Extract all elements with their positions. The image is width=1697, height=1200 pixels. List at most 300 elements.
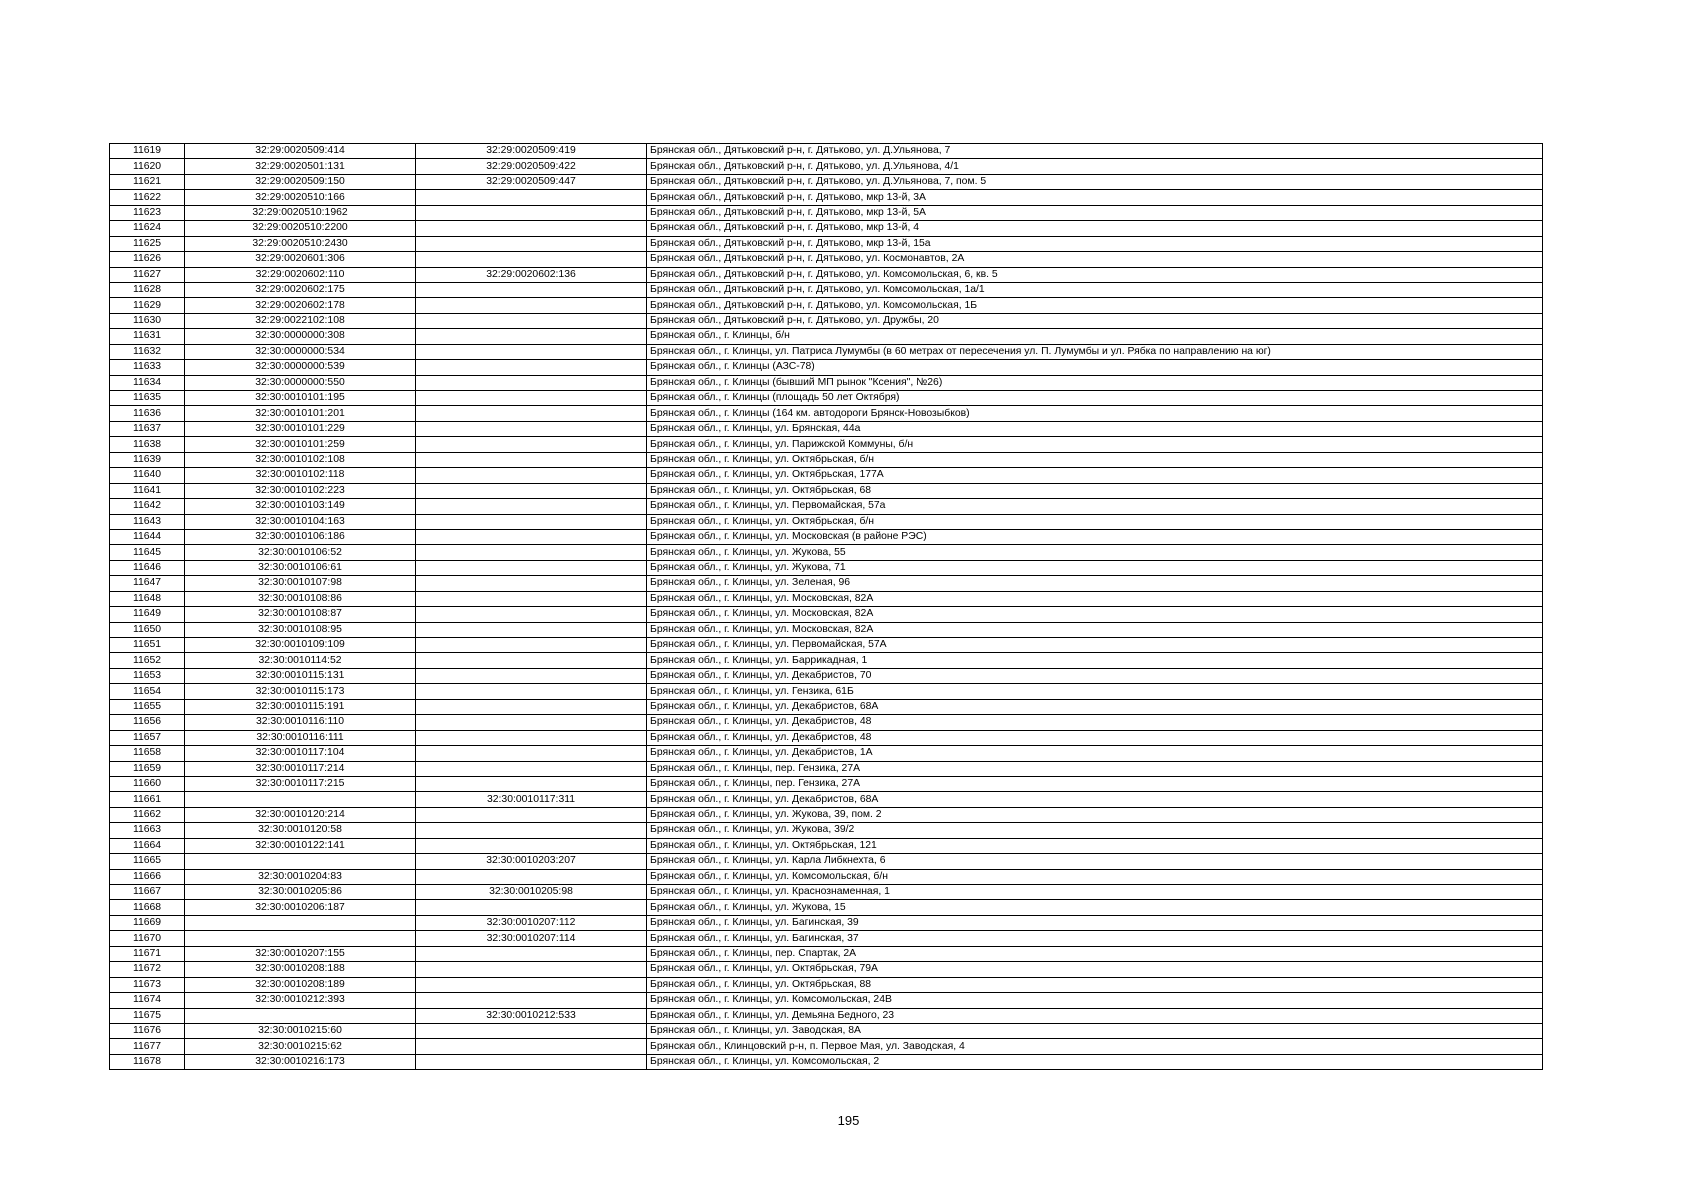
cadastral-number-cell: 32:30:0010208:189 bbox=[185, 977, 416, 992]
table-row bbox=[110, 591, 1543, 606]
cadastral-number-cell: 32:29:0020510:2200 bbox=[185, 221, 416, 236]
table-row bbox=[110, 962, 1543, 977]
table-row bbox=[110, 545, 1543, 560]
cadastral-number-cell bbox=[185, 931, 416, 946]
cadastral-number-cell: 32:30:0010116:111 bbox=[185, 730, 416, 745]
table-row bbox=[110, 699, 1543, 714]
row-number-cell: 11672 bbox=[110, 962, 185, 977]
related-cadastral-cell bbox=[416, 1039, 647, 1054]
cadastral-number-cell: 32:30:0010215:60 bbox=[185, 1023, 416, 1038]
address-cell: Брянская обл., г. Клинцы, ул. Московская, 82А bbox=[647, 622, 1543, 637]
row-number-cell: 11627 bbox=[110, 267, 185, 282]
address-cell: Брянская обл., г. Клинцы (164 км. автодороги Брянск-Новозыбков) bbox=[647, 406, 1543, 421]
cadastral-number-cell: 32:30:0010204:83 bbox=[185, 869, 416, 884]
table-row bbox=[110, 499, 1543, 514]
table-row bbox=[110, 668, 1543, 683]
related-cadastral-cell bbox=[416, 468, 647, 483]
related-cadastral-cell bbox=[416, 298, 647, 313]
related-cadastral-cell bbox=[416, 452, 647, 467]
cadastral-number-cell: 32:30:0010102:118 bbox=[185, 468, 416, 483]
page-number: 195 bbox=[837, 1113, 860, 1128]
address-cell: Брянская обл., г. Клинцы, ул. Декабристов, 68А bbox=[647, 792, 1543, 807]
related-cadastral-cell bbox=[416, 730, 647, 745]
table-row bbox=[110, 730, 1543, 745]
address-cell: Брянская обл., Дятьковский р-н, г. Дятьково, ул. Д.Ульянова, 7, пом. 5 bbox=[647, 174, 1543, 189]
address-cell: Брянская обл., г. Клинцы, ул. Заводская, 8А bbox=[647, 1023, 1543, 1038]
related-cadastral-cell bbox=[416, 437, 647, 452]
row-number-cell: 11639 bbox=[110, 452, 185, 467]
related-cadastral-cell bbox=[416, 869, 647, 884]
table-row bbox=[110, 715, 1543, 730]
related-cadastral-cell bbox=[416, 282, 647, 297]
related-cadastral-cell bbox=[416, 807, 647, 822]
address-cell: Брянская обл., г. Клинцы, ул. Патриса Лумумбы (в 60 метрах от пересечения ул. П. Лумумбы и ул. Рябка по направлению на юг) bbox=[647, 344, 1543, 359]
related-cadastral-cell bbox=[416, 607, 647, 622]
related-cadastral-cell: 32:29:0020509:419 bbox=[416, 144, 647, 159]
row-number-cell: 11626 bbox=[110, 252, 185, 267]
address-cell: Брянская обл., г. Клинцы, ул. Краснознаменная, 1 bbox=[647, 885, 1543, 900]
row-number-cell: 11678 bbox=[110, 1054, 185, 1069]
address-cell: Брянская обл., г. Клинцы, ул. Московская, 82А bbox=[647, 591, 1543, 606]
address-cell: Брянская обл., г. Клинцы, ул. Декабристов, 1А bbox=[647, 746, 1543, 761]
address-cell: Брянская обл., г. Клинцы, ул. Жукова, 71 bbox=[647, 560, 1543, 575]
address-cell: Брянская обл., Дятьковский р-н, г. Дятьково, мкр 13-й, 3А bbox=[647, 190, 1543, 205]
row-number-cell: 11629 bbox=[110, 298, 185, 313]
related-cadastral-cell bbox=[416, 560, 647, 575]
row-number-cell: 11673 bbox=[110, 977, 185, 992]
cadastral-number-cell: 32:30:0000000:308 bbox=[185, 329, 416, 344]
address-cell: Брянская обл., г. Клинцы, ул. Первомайская, 57А bbox=[647, 638, 1543, 653]
row-number-cell: 11659 bbox=[110, 761, 185, 776]
address-cell: Брянская обл., г. Клинцы, ул. Брянская, 44а bbox=[647, 421, 1543, 436]
cadastral-number-cell bbox=[185, 915, 416, 930]
related-cadastral-cell bbox=[416, 993, 647, 1008]
table-row bbox=[110, 776, 1543, 791]
cadastral-number-cell: 32:30:0010108:86 bbox=[185, 591, 416, 606]
related-cadastral-cell bbox=[416, 329, 647, 344]
address-cell: Брянская обл., г. Клинцы, ул. Баррикадная, 1 bbox=[647, 653, 1543, 668]
table-row bbox=[110, 560, 1543, 575]
related-cadastral-cell bbox=[416, 483, 647, 498]
address-cell: Брянская обл., г. Клинцы, ул. Жукова, 55 bbox=[647, 545, 1543, 560]
row-number-cell: 11677 bbox=[110, 1039, 185, 1054]
row-number-cell: 11664 bbox=[110, 838, 185, 853]
related-cadastral-cell: 32:30:0010212:533 bbox=[416, 1008, 647, 1023]
related-cadastral-cell bbox=[416, 1054, 647, 1069]
cadastral-number-cell: 32:30:0010216:173 bbox=[185, 1054, 416, 1069]
row-number-cell: 11651 bbox=[110, 638, 185, 653]
table-row bbox=[110, 514, 1543, 529]
address-cell: Брянская обл., г. Клинцы, ул. Комсомольская, б/н bbox=[647, 869, 1543, 884]
table-row bbox=[110, 174, 1543, 189]
address-cell: Брянская обл., Дятьковский р-н, г. Дятьково, ул. Космонавтов, 2А bbox=[647, 252, 1543, 267]
table-row bbox=[110, 622, 1543, 637]
address-cell: Брянская обл., Дятьковский р-н, г. Дятьково, ул. Комсомольская, 1Б bbox=[647, 298, 1543, 313]
row-number-cell: 11662 bbox=[110, 807, 185, 822]
row-number-cell: 11655 bbox=[110, 699, 185, 714]
row-number-cell: 11663 bbox=[110, 823, 185, 838]
cadastral-number-cell bbox=[185, 1008, 416, 1023]
address-cell: Брянская обл., Клинцовский р-н, п. Первое Мая, ул. Заводская, 4 bbox=[647, 1039, 1543, 1054]
row-number-cell: 11637 bbox=[110, 421, 185, 436]
row-number-cell: 11641 bbox=[110, 483, 185, 498]
row-number-cell: 11622 bbox=[110, 190, 185, 205]
cadastral-number-cell: 32:30:0010206:187 bbox=[185, 900, 416, 915]
address-cell: Брянская обл., г. Клинцы, ул. Парижской Коммуны, б/н bbox=[647, 437, 1543, 452]
row-number-cell: 11670 bbox=[110, 931, 185, 946]
address-cell: Брянская обл., г. Клинцы (бывший МП рынок "Ксения", №26) bbox=[647, 375, 1543, 390]
row-number-cell: 11644 bbox=[110, 529, 185, 544]
related-cadastral-cell bbox=[416, 205, 647, 220]
related-cadastral-cell bbox=[416, 946, 647, 961]
address-cell: Брянская обл., г. Клинцы, ул. Московская, 82А bbox=[647, 607, 1543, 622]
address-cell: Брянская обл., Дятьковский р-н, г. Дятьково, ул. Д.Ульянова, 4/1 bbox=[647, 159, 1543, 174]
row-number-cell: 11650 bbox=[110, 622, 185, 637]
related-cadastral-cell bbox=[416, 761, 647, 776]
table-row bbox=[110, 298, 1543, 313]
related-cadastral-cell bbox=[416, 653, 647, 668]
table-row bbox=[110, 746, 1543, 761]
cadastral-number-cell: 32:30:0010109:109 bbox=[185, 638, 416, 653]
row-number-cell: 11667 bbox=[110, 885, 185, 900]
cadastral-number-cell: 32:30:0010106:186 bbox=[185, 529, 416, 544]
row-number-cell: 11645 bbox=[110, 545, 185, 560]
row-number-cell: 11623 bbox=[110, 205, 185, 220]
table-row bbox=[110, 915, 1543, 930]
related-cadastral-cell bbox=[416, 746, 647, 761]
address-cell: Брянская обл., г. Клинцы, пер. Гензика, 27А bbox=[647, 776, 1543, 791]
cadastral-number-cell: 32:29:0020510:166 bbox=[185, 190, 416, 205]
row-number-cell: 11665 bbox=[110, 854, 185, 869]
cadastral-number-cell: 32:30:0010205:86 bbox=[185, 885, 416, 900]
cadastral-number-cell: 32:30:0010117:214 bbox=[185, 761, 416, 776]
related-cadastral-cell bbox=[416, 360, 647, 375]
table-row bbox=[110, 792, 1543, 807]
address-cell: Брянская обл., г. Клинцы, ул. Октябрьская, б/н bbox=[647, 514, 1543, 529]
address-cell: Брянская обл., г. Клинцы, б/н bbox=[647, 329, 1543, 344]
cadastral-number-cell: 32:30:0010106:61 bbox=[185, 560, 416, 575]
table-row bbox=[110, 221, 1543, 236]
row-number-cell: 11620 bbox=[110, 159, 185, 174]
table-row bbox=[110, 807, 1543, 822]
address-cell: Брянская обл., г. Клинцы, ул. Жукова, 39/2 bbox=[647, 823, 1543, 838]
related-cadastral-cell bbox=[416, 638, 647, 653]
related-cadastral-cell bbox=[416, 977, 647, 992]
address-cell: Брянская обл., г. Клинцы, ул. Первомайская, 57а bbox=[647, 499, 1543, 514]
address-cell: Брянская обл., г. Клинцы, ул. Октябрьская, 177А bbox=[647, 468, 1543, 483]
row-number-cell: 11630 bbox=[110, 313, 185, 328]
related-cadastral-cell bbox=[416, 576, 647, 591]
table-row bbox=[110, 638, 1543, 653]
related-cadastral-cell bbox=[416, 622, 647, 637]
address-cell: Брянская обл., г. Клинцы, ул. Комсомольская, 2 bbox=[647, 1054, 1543, 1069]
table-row bbox=[110, 946, 1543, 961]
row-number-cell: 11624 bbox=[110, 221, 185, 236]
address-cell: Брянская обл., г. Клинцы, ул. Октябрьская, б/н bbox=[647, 452, 1543, 467]
cadastral-number-cell: 32:30:0010117:104 bbox=[185, 746, 416, 761]
row-number-cell: 11647 bbox=[110, 576, 185, 591]
table-row bbox=[110, 653, 1543, 668]
table-row bbox=[110, 885, 1543, 900]
table-row bbox=[110, 252, 1543, 267]
table-row bbox=[110, 1054, 1543, 1069]
related-cadastral-cell bbox=[416, 313, 647, 328]
cadastral-number-cell: 32:29:0020602:178 bbox=[185, 298, 416, 313]
related-cadastral-cell bbox=[416, 529, 647, 544]
table-row bbox=[110, 931, 1543, 946]
row-number-cell: 11619 bbox=[110, 144, 185, 159]
row-number-cell: 11674 bbox=[110, 993, 185, 1008]
row-number-cell: 11661 bbox=[110, 792, 185, 807]
cadastral-number-cell: 32:30:0010108:87 bbox=[185, 607, 416, 622]
cadastral-number-cell: 32:30:0010212:393 bbox=[185, 993, 416, 1008]
table-row bbox=[110, 360, 1543, 375]
related-cadastral-cell bbox=[416, 514, 647, 529]
table-row bbox=[110, 468, 1543, 483]
cadastral-number-cell: 32:30:0010101:195 bbox=[185, 391, 416, 406]
table-row bbox=[110, 391, 1543, 406]
table-row bbox=[110, 236, 1543, 251]
related-cadastral-cell: 32:30:0010205:98 bbox=[416, 885, 647, 900]
address-cell: Брянская обл., г. Клинцы, ул. Декабристов, 68А bbox=[647, 699, 1543, 714]
table-row bbox=[110, 375, 1543, 390]
row-number-cell: 11654 bbox=[110, 684, 185, 699]
table-row bbox=[110, 854, 1543, 869]
row-number-cell: 11631 bbox=[110, 329, 185, 344]
cadastral-number-cell: 32:30:0010104:163 bbox=[185, 514, 416, 529]
related-cadastral-cell bbox=[416, 421, 647, 436]
related-cadastral-cell bbox=[416, 236, 647, 251]
address-cell: Брянская обл., г. Клинцы, ул. Жукова, 15 bbox=[647, 900, 1543, 915]
address-cell: Брянская обл., г. Клинцы (АЗС-78) bbox=[647, 360, 1543, 375]
row-number-cell: 11675 bbox=[110, 1008, 185, 1023]
cadastral-number-cell: 32:30:0000000:539 bbox=[185, 360, 416, 375]
address-cell: Брянская обл., г. Клинцы, ул. Октябрьская, 68 bbox=[647, 483, 1543, 498]
address-cell: Брянская обл., г. Клинцы, ул. Декабристов, 48 bbox=[647, 730, 1543, 745]
cadastral-number-cell: 32:30:0010215:62 bbox=[185, 1039, 416, 1054]
property-table bbox=[109, 143, 1543, 1070]
related-cadastral-cell bbox=[416, 699, 647, 714]
row-number-cell: 11666 bbox=[110, 869, 185, 884]
table-row bbox=[110, 761, 1543, 776]
row-number-cell: 11642 bbox=[110, 499, 185, 514]
table-row bbox=[110, 607, 1543, 622]
related-cadastral-cell bbox=[416, 545, 647, 560]
row-number-cell: 11621 bbox=[110, 174, 185, 189]
row-number-cell: 11660 bbox=[110, 776, 185, 791]
cadastral-number-cell bbox=[185, 854, 416, 869]
table-row bbox=[110, 977, 1543, 992]
related-cadastral-cell bbox=[416, 962, 647, 977]
cadastral-number-cell: 32:30:0010101:259 bbox=[185, 437, 416, 452]
property-table-body bbox=[110, 144, 1543, 1070]
table-row bbox=[110, 529, 1543, 544]
row-number-cell: 11643 bbox=[110, 514, 185, 529]
address-cell: Брянская обл., г. Клинцы, пер. Спартак, 2А bbox=[647, 946, 1543, 961]
cadastral-number-cell: 32:30:0010207:155 bbox=[185, 946, 416, 961]
cadastral-number-cell: 32:30:0010122:141 bbox=[185, 838, 416, 853]
row-number-cell: 11669 bbox=[110, 915, 185, 930]
cadastral-number-cell: 32:30:0010101:229 bbox=[185, 421, 416, 436]
row-number-cell: 11649 bbox=[110, 607, 185, 622]
related-cadastral-cell bbox=[416, 900, 647, 915]
cadastral-number-cell: 32:30:0010101:201 bbox=[185, 406, 416, 421]
related-cadastral-cell bbox=[416, 391, 647, 406]
cadastral-number-cell: 32:30:0010107:98 bbox=[185, 576, 416, 591]
table-row bbox=[110, 1023, 1543, 1038]
address-cell: Брянская обл., Дятьковский р-н, г. Дятьково, ул. Комсомольская, 1а/1 bbox=[647, 282, 1543, 297]
row-number-cell: 11628 bbox=[110, 282, 185, 297]
related-cadastral-cell bbox=[416, 1023, 647, 1038]
cadastral-number-cell: 32:30:0010208:188 bbox=[185, 962, 416, 977]
row-number-cell: 11676 bbox=[110, 1023, 185, 1038]
related-cadastral-cell: 32:29:0020509:422 bbox=[416, 159, 647, 174]
related-cadastral-cell bbox=[416, 406, 647, 421]
related-cadastral-cell bbox=[416, 190, 647, 205]
table-row bbox=[110, 267, 1543, 282]
cadastral-number-cell: 32:29:0020501:131 bbox=[185, 159, 416, 174]
table-row bbox=[110, 838, 1543, 853]
cadastral-number-cell: 32:30:0010120:214 bbox=[185, 807, 416, 822]
address-cell: Брянская обл., г. Клинцы, ул. Багинская, 39 bbox=[647, 915, 1543, 930]
related-cadastral-cell bbox=[416, 221, 647, 236]
table-row bbox=[110, 144, 1543, 159]
table-row bbox=[110, 1008, 1543, 1023]
row-number-cell: 11635 bbox=[110, 391, 185, 406]
address-cell: Брянская обл., г. Клинцы, ул. Декабристов, 48 bbox=[647, 715, 1543, 730]
related-cadastral-cell bbox=[416, 668, 647, 683]
address-cell: Брянская обл., г. Клинцы, ул. Московская (в районе РЭС) bbox=[647, 529, 1543, 544]
address-cell: Брянская обл., г. Клинцы, пер. Гензика, 27А bbox=[647, 761, 1543, 776]
address-cell: Брянская обл., г. Клинцы, ул. Декабристов, 70 bbox=[647, 668, 1543, 683]
related-cadastral-cell: 32:30:0010207:114 bbox=[416, 931, 647, 946]
address-cell: Брянская обл., г. Клинцы, ул. Октябрьская, 121 bbox=[647, 838, 1543, 853]
related-cadastral-cell bbox=[416, 838, 647, 853]
table-row bbox=[110, 421, 1543, 436]
cadastral-number-cell: 32:30:0010120:58 bbox=[185, 823, 416, 838]
table-row bbox=[110, 993, 1543, 1008]
row-number-cell: 11633 bbox=[110, 360, 185, 375]
table-row bbox=[110, 900, 1543, 915]
cadastral-number-cell: 32:30:0010115:191 bbox=[185, 699, 416, 714]
related-cadastral-cell bbox=[416, 252, 647, 267]
cadastral-number-cell: 32:30:0010117:215 bbox=[185, 776, 416, 791]
cadastral-number-cell bbox=[185, 792, 416, 807]
address-cell: Брянская обл., г. Клинцы, ул. Демьяна Бедного, 23 bbox=[647, 1008, 1543, 1023]
row-number-cell: 11632 bbox=[110, 344, 185, 359]
row-number-cell: 11648 bbox=[110, 591, 185, 606]
related-cadastral-cell bbox=[416, 499, 647, 514]
address-cell: Брянская обл., Дятьковский р-н, г. Дятьково, мкр 13-й, 5А bbox=[647, 205, 1543, 220]
related-cadastral-cell bbox=[416, 776, 647, 791]
table-row bbox=[110, 190, 1543, 205]
row-number-cell: 11671 bbox=[110, 946, 185, 961]
table-row bbox=[110, 452, 1543, 467]
table-row bbox=[110, 437, 1543, 452]
address-cell: Брянская обл., г. Клинцы, ул. Октябрьская, 88 bbox=[647, 977, 1543, 992]
related-cadastral-cell bbox=[416, 375, 647, 390]
row-number-cell: 11636 bbox=[110, 406, 185, 421]
cadastral-number-cell: 32:30:0000000:534 bbox=[185, 344, 416, 359]
address-cell: Брянская обл., г. Клинцы, ул. Октябрьская, 79А bbox=[647, 962, 1543, 977]
related-cadastral-cell bbox=[416, 591, 647, 606]
address-cell: Брянская обл., г. Клинцы, ул. Багинская, 37 bbox=[647, 931, 1543, 946]
row-number-cell: 11658 bbox=[110, 746, 185, 761]
related-cadastral-cell: 32:29:0020602:136 bbox=[416, 267, 647, 282]
cadastral-number-cell: 32:29:0020509:414 bbox=[185, 144, 416, 159]
row-number-cell: 11656 bbox=[110, 715, 185, 730]
row-number-cell: 11646 bbox=[110, 560, 185, 575]
table-row bbox=[110, 329, 1543, 344]
table-row bbox=[110, 684, 1543, 699]
cadastral-number-cell: 32:30:0010106:52 bbox=[185, 545, 416, 560]
cadastral-number-cell: 32:30:0010102:108 bbox=[185, 452, 416, 467]
related-cadastral-cell bbox=[416, 684, 647, 699]
table-row bbox=[110, 282, 1543, 297]
cadastral-number-cell: 32:30:0010102:223 bbox=[185, 483, 416, 498]
cadastral-number-cell: 32:30:0000000:550 bbox=[185, 375, 416, 390]
cadastral-number-cell: 32:30:0010114:52 bbox=[185, 653, 416, 668]
row-number-cell: 11638 bbox=[110, 437, 185, 452]
cadastral-number-cell: 32:30:0010115:131 bbox=[185, 668, 416, 683]
table-row bbox=[110, 159, 1543, 174]
address-cell: Брянская обл., г. Клинцы, ул. Карла Либкнехта, 6 bbox=[647, 854, 1543, 869]
address-cell: Брянская обл., г. Клинцы, ул. Комсомольская, 24В bbox=[647, 993, 1543, 1008]
related-cadastral-cell bbox=[416, 344, 647, 359]
table-row bbox=[110, 576, 1543, 591]
address-cell: Брянская обл., г. Клинцы, ул. Жукова, 39, пом. 2 bbox=[647, 807, 1543, 822]
address-cell: Брянская обл., Дятьковский р-н, г. Дятьково, ул. Комсомольская, 6, кв. 5 bbox=[647, 267, 1543, 282]
cadastral-number-cell: 32:29:0020510:2430 bbox=[185, 236, 416, 251]
address-cell: Брянская обл., Дятьковский р-н, г. Дятьково, мкр 13-й, 15а bbox=[647, 236, 1543, 251]
related-cadastral-cell: 32:30:0010207:112 bbox=[416, 915, 647, 930]
row-number-cell: 11652 bbox=[110, 653, 185, 668]
cadastral-number-cell: 32:30:0010103:149 bbox=[185, 499, 416, 514]
row-number-cell: 11640 bbox=[110, 468, 185, 483]
cadastral-number-cell: 32:30:0010116:110 bbox=[185, 715, 416, 730]
cadastral-number-cell: 32:29:0020510:1962 bbox=[185, 205, 416, 220]
row-number-cell: 11668 bbox=[110, 900, 185, 915]
cadastral-number-cell: 32:29:0020509:150 bbox=[185, 174, 416, 189]
row-number-cell: 11625 bbox=[110, 236, 185, 251]
table-row bbox=[110, 313, 1543, 328]
row-number-cell: 11653 bbox=[110, 668, 185, 683]
row-number-cell: 11634 bbox=[110, 375, 185, 390]
cadastral-number-cell: 32:29:0020602:175 bbox=[185, 282, 416, 297]
related-cadastral-cell bbox=[416, 715, 647, 730]
related-cadastral-cell: 32:30:0010117:311 bbox=[416, 792, 647, 807]
address-cell: Брянская обл., Дятьковский р-н, г. Дятьково, мкр 13-й, 4 bbox=[647, 221, 1543, 236]
row-number-cell: 11657 bbox=[110, 730, 185, 745]
table-row bbox=[110, 205, 1543, 220]
table-row bbox=[110, 406, 1543, 421]
table-row bbox=[110, 823, 1543, 838]
address-cell: Брянская обл., Дятьковский р-н, г. Дятьково, ул. Дружбы, 20 bbox=[647, 313, 1543, 328]
table-row bbox=[110, 483, 1543, 498]
table-row bbox=[110, 344, 1543, 359]
related-cadastral-cell: 32:30:0010203:207 bbox=[416, 854, 647, 869]
cadastral-number-cell: 32:30:0010115:173 bbox=[185, 684, 416, 699]
related-cadastral-cell: 32:29:0020509:447 bbox=[416, 174, 647, 189]
address-cell: Брянская обл., г. Клинцы, ул. Гензика, 61Б bbox=[647, 684, 1543, 699]
address-cell: Брянская обл., г. Клинцы, ул. Зеленая, 96 bbox=[647, 576, 1543, 591]
cadastral-number-cell: 32:29:0022102:108 bbox=[185, 313, 416, 328]
cadastral-number-cell: 32:29:0020601:306 bbox=[185, 252, 416, 267]
cadastral-number-cell: 32:29:0020602:110 bbox=[185, 267, 416, 282]
table-row bbox=[110, 1039, 1543, 1054]
address-cell: Брянская обл., г. Клинцы (площадь 50 лет Октября) bbox=[647, 391, 1543, 406]
address-cell: Брянская обл., Дятьковский р-н, г. Дятьково, ул. Д.Ульянова, 7 bbox=[647, 144, 1543, 159]
